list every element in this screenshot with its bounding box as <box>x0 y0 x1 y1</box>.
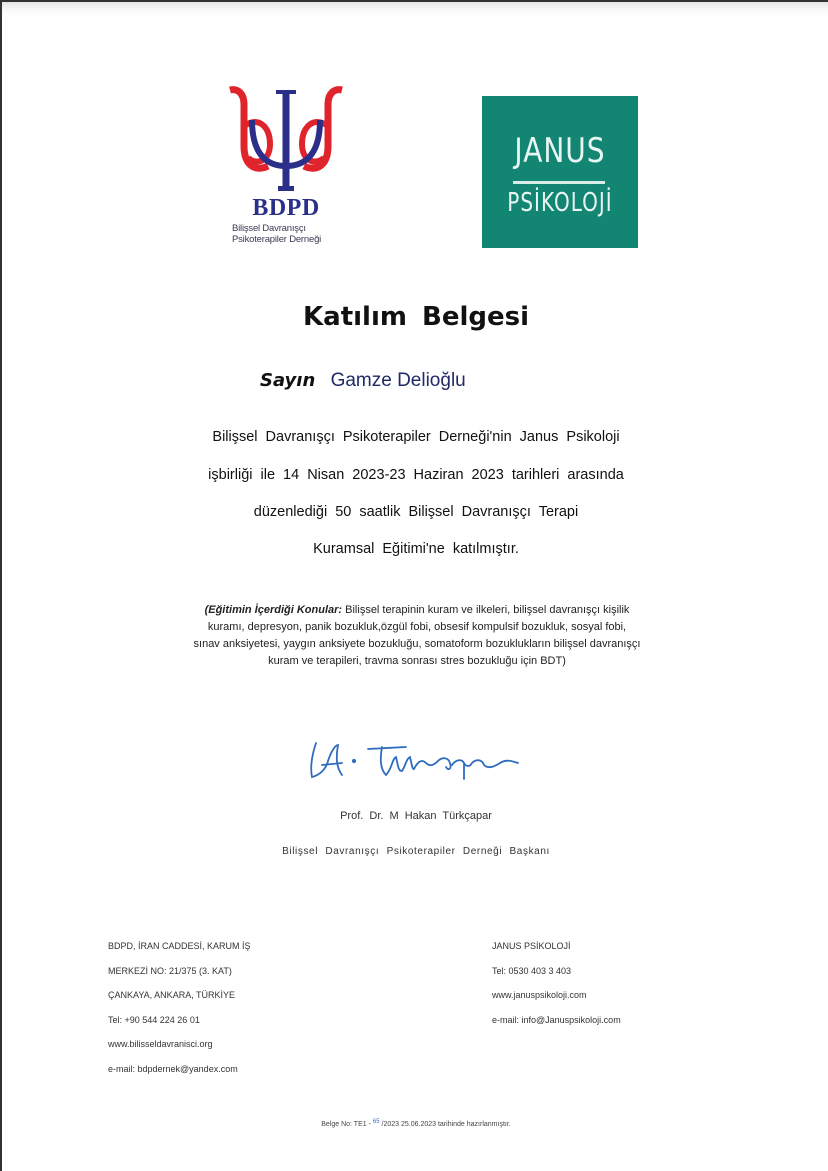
body-line-1: Bilişsel Davranışçı Psikoterapiler Derneği'nin Janus Psikoloji <box>212 429 620 445</box>
doc-no-suffix: /2023 25.06.2023 tarihinde hazırlanmıştır. <box>381 1121 511 1128</box>
bdpd-subtitle-line2: Psikoterapiler Derneği <box>232 234 322 245</box>
body-line-2: işbirliği ile 14 Nisan 2023-23 Haziran 2023 tarihleri arasında <box>208 467 624 483</box>
doc-no-number: 65 <box>372 1119 380 1125</box>
document-title: Katılım Belgesi <box>303 302 529 332</box>
topics-line-3: sınav anksiyetesi, yaygın anksiyete bozukluğu, somatoform bozuklukların bilişsel davranışçı <box>193 638 641 650</box>
salutation-label: Sayın <box>260 370 316 391</box>
topics-label: (Eğitimin İçerdiği Konular: <box>204 604 343 616</box>
janus-logo <box>482 96 638 248</box>
signature-icon <box>302 735 532 785</box>
janus-address-block <box>492 934 621 1032</box>
body-line-3: düzenlediği 50 saatlik Bilişsel Davranışçı Terapi <box>253 504 579 520</box>
bdpd-address-line: MERKEZİ NO: 21/375 (3. KAT) <box>108 965 232 976</box>
training-topics <box>122 602 712 670</box>
body-line-4: Kuramsal Eğitimi'ne katılmıştır. <box>313 541 519 557</box>
topics-line-2: kuramı, depresyon, panik bozukluk,özgül fobi, obsesif kompulsif bozukluk, sosyal fobi, <box>207 621 627 633</box>
bdpd-logo <box>224 86 348 252</box>
janus-website: www.januspsikoloji.com <box>492 990 587 1000</box>
psi-monogram-icon <box>224 86 348 194</box>
bdpd-subtitle-line1: Bilişsel Davranışçı <box>232 223 306 234</box>
bdpd-address-line: ÇANKAYA, ANKARA, TÜRKİYE <box>108 990 236 1000</box>
bdpd-website: www.bilisseldavranisci.org <box>108 1039 213 1049</box>
signer-name: Prof. Dr. M Hakan Türkçapar <box>340 810 492 822</box>
topics-line-4: kuram ve terapileri, travma sonrası stres bozukluğu için BDT) <box>268 655 566 667</box>
janus-email: e-mail: info@Januspsikoloji.com <box>492 1014 621 1025</box>
recipient-name: Gamze Delioğlu <box>330 370 466 391</box>
bdpd-acronym: BDPD <box>252 195 320 221</box>
janus-logo-bottom: PSİKOLOJİ <box>507 186 613 218</box>
topics-line-1: (Eğitimin İçerdiği Konular: Bilişsel terapinin kuram ve ilkeleri, bilişsel davranışçı kişilik <box>204 604 630 616</box>
janus-logo-divider <box>513 181 605 184</box>
bdpd-address-block <box>108 934 251 1081</box>
janus-phone: Tel: 0530 403 3 403 <box>492 965 572 976</box>
document-number <box>2 1119 828 1128</box>
bdpd-address-line: BDPD, İRAN CADDESİ, KARUM İŞ <box>108 941 251 951</box>
janus-logo-top: JANUS <box>514 130 606 171</box>
bdpd-email: e-mail: bdpdernek@yandex.com <box>108 1063 238 1074</box>
doc-no-prefix: Belge No: TE1 - <box>321 1121 371 1128</box>
signer-role: Bilişsel Davranışçı Psikoterapiler Derneği Başkanı <box>282 846 550 857</box>
salutation <box>260 370 466 392</box>
signature <box>302 735 532 785</box>
janus-name: JANUS PSİKOLOJİ <box>492 941 571 951</box>
bdpd-phone: Tel: +90 544 224 26 01 <box>108 1014 200 1025</box>
